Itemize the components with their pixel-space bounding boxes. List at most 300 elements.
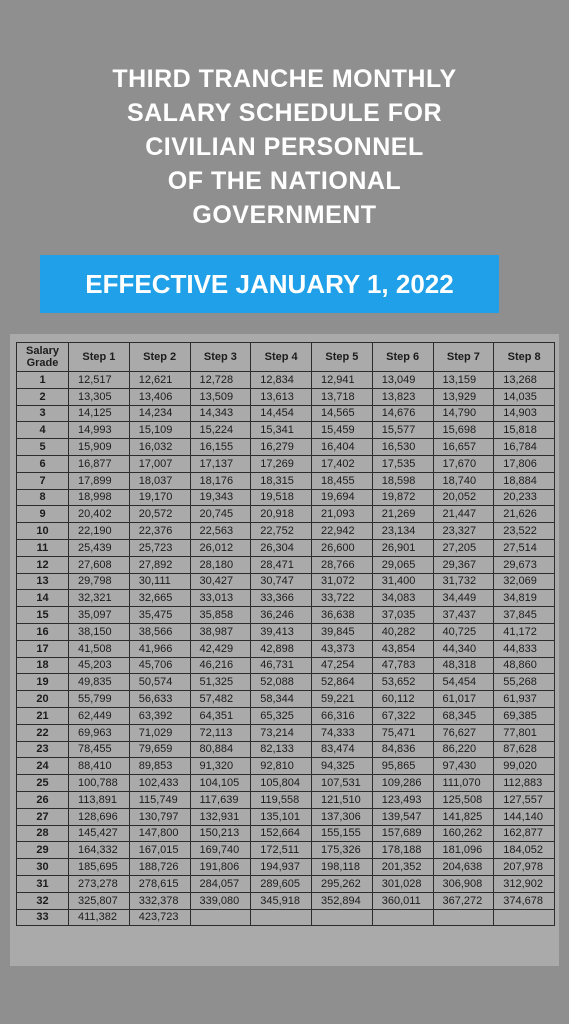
salary-step-cell: 37,845 (494, 607, 555, 624)
salary-step-cell: 56,633 (129, 691, 190, 708)
salary-step-cell: 87,628 (494, 741, 555, 758)
salary-step-cell: 160,262 (433, 825, 494, 842)
salary-step-cell: 145,427 (69, 825, 130, 842)
table-row (17, 623, 555, 640)
table-row (17, 539, 555, 556)
salary-step-cell: 40,725 (433, 623, 494, 640)
salary-step-cell: 46,216 (190, 657, 251, 674)
salary-step-cell: 39,845 (312, 623, 373, 640)
salary-step-cell: 141,825 (433, 808, 494, 825)
salary-step-cell: 130,797 (129, 808, 190, 825)
salary-step-cell: 107,531 (312, 775, 373, 792)
table-row (17, 674, 555, 691)
salary-step-cell: 132,931 (190, 808, 251, 825)
salary-step-cell: 26,600 (312, 539, 373, 556)
salary-step-cell: 41,172 (494, 623, 555, 640)
salary-step-cell: 50,574 (129, 674, 190, 691)
salary-step-cell: 25,723 (129, 539, 190, 556)
salary-step-cell: 29,367 (433, 556, 494, 573)
salary-step-cell: 14,125 (69, 405, 130, 422)
salary-step-cell: 12,517 (69, 372, 130, 389)
salary-step-cell (494, 909, 555, 926)
salary-step-cell: 22,190 (69, 523, 130, 540)
salary-step-cell: 15,909 (69, 439, 130, 456)
column-header-step-1: Step 1 (69, 343, 130, 372)
salary-grade-cell: 3 (17, 405, 69, 422)
salary-step-cell: 13,509 (190, 388, 251, 405)
salary-step-cell: 53,652 (372, 674, 433, 691)
salary-step-cell: 63,392 (129, 707, 190, 724)
salary-grade-cell: 2 (17, 388, 69, 405)
salary-step-cell: 13,718 (312, 388, 373, 405)
salary-step-cell: 69,963 (69, 724, 130, 741)
salary-step-cell: 51,325 (190, 674, 251, 691)
table-row (17, 825, 555, 842)
salary-step-cell (372, 909, 433, 926)
salary-step-cell: 12,621 (129, 372, 190, 389)
table-body (17, 372, 555, 926)
table-row (17, 724, 555, 741)
column-header-step-2: Step 2 (129, 343, 190, 372)
salary-step-cell: 325,807 (69, 892, 130, 909)
salary-schedule-table (16, 342, 555, 926)
salary-step-cell: 43,854 (372, 640, 433, 657)
salary-step-cell: 175,326 (312, 842, 373, 859)
salary-step-cell: 135,101 (251, 808, 312, 825)
salary-step-cell: 71,029 (129, 724, 190, 741)
table-row (17, 573, 555, 590)
column-header-step-3: Step 3 (190, 343, 251, 372)
salary-step-cell: 104,105 (190, 775, 251, 792)
salary-step-cell: 411,382 (69, 909, 130, 926)
salary-step-cell: 15,577 (372, 422, 433, 439)
salary-grade-cell: 31 (17, 875, 69, 892)
salary-step-cell: 28,766 (312, 556, 373, 573)
salary-step-cell: 79,659 (129, 741, 190, 758)
table-row (17, 590, 555, 607)
salary-step-cell: 42,898 (251, 640, 312, 657)
salary-step-cell: 35,097 (69, 607, 130, 624)
salary-step-cell: 14,343 (190, 405, 251, 422)
salary-grade-cell: 10 (17, 523, 69, 540)
salary-step-cell: 339,080 (190, 892, 251, 909)
column-header-step-5: Step 5 (312, 343, 373, 372)
salary-step-cell: 13,823 (372, 388, 433, 405)
salary-step-cell: 73,214 (251, 724, 312, 741)
table-header-row (17, 343, 555, 372)
salary-step-cell: 14,565 (312, 405, 373, 422)
salary-step-cell: 19,694 (312, 489, 373, 506)
salary-step-cell: 45,203 (69, 657, 130, 674)
salary-grade-cell: 9 (17, 506, 69, 523)
table-row (17, 707, 555, 724)
salary-grade-cell: 28 (17, 825, 69, 842)
salary-step-cell: 23,327 (433, 523, 494, 540)
salary-step-cell: 67,322 (372, 707, 433, 724)
salary-step-cell: 17,670 (433, 455, 494, 472)
salary-step-cell: 198,118 (312, 859, 373, 876)
salary-step-cell: 13,406 (129, 388, 190, 405)
salary-step-cell: 127,557 (494, 791, 555, 808)
salary-step-cell: 82,133 (251, 741, 312, 758)
salary-step-cell: 295,262 (312, 875, 373, 892)
salary-step-cell: 26,012 (190, 539, 251, 556)
salary-step-cell: 12,941 (312, 372, 373, 389)
salary-step-cell: 31,072 (312, 573, 373, 590)
salary-step-cell: 92,810 (251, 758, 312, 775)
salary-grade-cell: 24 (17, 758, 69, 775)
salary-grade-cell: 17 (17, 640, 69, 657)
salary-step-cell: 22,376 (129, 523, 190, 540)
salary-step-cell: 194,937 (251, 859, 312, 876)
salary-step-cell: 181,096 (433, 842, 494, 859)
salary-step-cell: 42,429 (190, 640, 251, 657)
salary-step-cell: 19,518 (251, 489, 312, 506)
salary-step-cell: 123,493 (372, 791, 433, 808)
salary-step-cell: 167,015 (129, 842, 190, 859)
salary-step-cell: 157,689 (372, 825, 433, 842)
salary-step-cell: 21,269 (372, 506, 433, 523)
salary-step-cell: 115,749 (129, 791, 190, 808)
salary-step-cell: 345,918 (251, 892, 312, 909)
salary-step-cell: 17,899 (69, 472, 130, 489)
salary-grade-cell: 4 (17, 422, 69, 439)
salary-grade-cell: 15 (17, 607, 69, 624)
table-row (17, 741, 555, 758)
table-row (17, 455, 555, 472)
salary-step-cell: 17,535 (372, 455, 433, 472)
salary-step-cell: 57,482 (190, 691, 251, 708)
salary-step-cell (251, 909, 312, 926)
salary-step-cell: 15,224 (190, 422, 251, 439)
salary-step-cell: 20,233 (494, 489, 555, 506)
salary-step-cell: 152,664 (251, 825, 312, 842)
salary-grade-cell: 33 (17, 909, 69, 926)
salary-step-cell: 34,819 (494, 590, 555, 607)
salary-step-cell: 20,745 (190, 506, 251, 523)
salary-step-cell: 185,695 (69, 859, 130, 876)
salary-step-cell: 26,304 (251, 539, 312, 556)
salary-step-cell: 25,439 (69, 539, 130, 556)
salary-step-cell: 38,150 (69, 623, 130, 640)
column-header-step-4: Step 4 (251, 343, 312, 372)
table-row (17, 775, 555, 792)
table-row (17, 875, 555, 892)
column-header-step-7: Step 7 (433, 343, 494, 372)
salary-step-cell: 19,872 (372, 489, 433, 506)
salary-step-cell: 55,268 (494, 674, 555, 691)
salary-step-cell: 20,918 (251, 506, 312, 523)
salary-step-cell: 30,111 (129, 573, 190, 590)
salary-step-cell: 284,057 (190, 875, 251, 892)
salary-grade-cell: 1 (17, 372, 69, 389)
salary-step-cell: 49,835 (69, 674, 130, 691)
salary-step-cell: 47,254 (312, 657, 373, 674)
salary-step-cell: 20,572 (129, 506, 190, 523)
salary-step-cell: 204,638 (433, 859, 494, 876)
salary-step-cell: 91,320 (190, 758, 251, 775)
title-line: THIRD TRANCHE MONTHLY (112, 65, 457, 93)
salary-step-cell: 16,877 (69, 455, 130, 472)
salary-step-cell: 301,028 (372, 875, 433, 892)
salary-step-cell: 41,966 (129, 640, 190, 657)
salary-step-cell: 22,563 (190, 523, 251, 540)
salary-step-cell: 117,639 (190, 791, 251, 808)
salary-step-cell: 121,510 (312, 791, 373, 808)
salary-step-cell: 15,698 (433, 422, 494, 439)
salary-step-cell: 58,344 (251, 691, 312, 708)
table-row (17, 691, 555, 708)
salary-step-cell: 22,942 (312, 523, 373, 540)
salary-step-cell: 16,279 (251, 439, 312, 456)
table-row (17, 842, 555, 859)
salary-step-cell: 155,155 (312, 825, 373, 842)
salary-step-cell: 54,454 (433, 674, 494, 691)
table-row (17, 758, 555, 775)
salary-step-cell: 40,282 (372, 623, 433, 640)
salary-grade-cell: 7 (17, 472, 69, 489)
salary-grade-cell: 19 (17, 674, 69, 691)
salary-step-cell: 162,877 (494, 825, 555, 842)
salary-step-cell: 14,676 (372, 405, 433, 422)
salary-step-cell: 16,784 (494, 439, 555, 456)
salary-step-cell: 37,035 (372, 607, 433, 624)
salary-step-cell: 19,170 (129, 489, 190, 506)
salary-schedule-document (10, 334, 559, 966)
salary-step-cell: 84,836 (372, 741, 433, 758)
salary-step-cell: 44,340 (433, 640, 494, 657)
salary-step-cell: 164,332 (69, 842, 130, 859)
salary-step-cell: 35,475 (129, 607, 190, 624)
salary-step-cell: 29,798 (69, 573, 130, 590)
salary-grade-cell: 12 (17, 556, 69, 573)
salary-step-cell: 30,747 (251, 573, 312, 590)
salary-step-cell: 31,732 (433, 573, 494, 590)
salary-step-cell: 88,410 (69, 758, 130, 775)
salary-step-cell: 28,180 (190, 556, 251, 573)
salary-step-cell: 30,427 (190, 573, 251, 590)
salary-step-cell: 21,447 (433, 506, 494, 523)
salary-step-cell: 29,673 (494, 556, 555, 573)
table-row (17, 422, 555, 439)
salary-grade-cell: 14 (17, 590, 69, 607)
salary-step-cell: 18,455 (312, 472, 373, 489)
salary-grade-cell: 8 (17, 489, 69, 506)
salary-step-cell: 62,449 (69, 707, 130, 724)
salary-step-cell: 128,696 (69, 808, 130, 825)
salary-step-cell: 27,892 (129, 556, 190, 573)
salary-step-cell: 86,220 (433, 741, 494, 758)
salary-step-cell: 44,833 (494, 640, 555, 657)
salary-step-cell: 13,929 (433, 388, 494, 405)
salary-step-cell: 423,723 (129, 909, 190, 926)
salary-step-cell: 16,032 (129, 439, 190, 456)
salary-step-cell: 14,903 (494, 405, 555, 422)
column-header-salary-grade: Salary Grade (17, 343, 69, 372)
salary-step-cell: 26,901 (372, 539, 433, 556)
salary-step-cell: 147,800 (129, 825, 190, 842)
title-line: CIVILIAN PERSONNEL (145, 133, 424, 161)
salary-step-cell: 38,566 (129, 623, 190, 640)
salary-step-cell: 18,315 (251, 472, 312, 489)
salary-step-cell: 16,530 (372, 439, 433, 456)
salary-step-cell: 17,137 (190, 455, 251, 472)
salary-step-cell: 94,325 (312, 758, 373, 775)
salary-grade-cell: 13 (17, 573, 69, 590)
salary-step-cell: 55,799 (69, 691, 130, 708)
salary-step-cell: 178,188 (372, 842, 433, 859)
salary-step-cell: 13,159 (433, 372, 494, 389)
salary-step-cell: 64,351 (190, 707, 251, 724)
table-row (17, 523, 555, 540)
salary-step-cell: 36,246 (251, 607, 312, 624)
salary-step-cell: 13,613 (251, 388, 312, 405)
salary-step-cell: 207,978 (494, 859, 555, 876)
table-row (17, 607, 555, 624)
salary-grade-cell: 21 (17, 707, 69, 724)
salary-step-cell: 60,112 (372, 691, 433, 708)
salary-grade-cell: 32 (17, 892, 69, 909)
salary-step-cell: 52,088 (251, 674, 312, 691)
salary-step-cell: 13,049 (372, 372, 433, 389)
title-line: GOVERNMENT (192, 201, 377, 229)
salary-grade-cell: 22 (17, 724, 69, 741)
salary-step-cell: 34,449 (433, 590, 494, 607)
salary-step-cell: 76,627 (433, 724, 494, 741)
salary-step-cell: 18,998 (69, 489, 130, 506)
table-row (17, 640, 555, 657)
salary-step-cell: 312,902 (494, 875, 555, 892)
salary-step-cell: 99,020 (494, 758, 555, 775)
salary-step-cell: 52,864 (312, 674, 373, 691)
salary-step-cell: 83,474 (312, 741, 373, 758)
salary-step-cell: 14,454 (251, 405, 312, 422)
table-row (17, 405, 555, 422)
salary-step-cell: 95,865 (372, 758, 433, 775)
salary-step-cell: 172,511 (251, 842, 312, 859)
salary-step-cell: 38,987 (190, 623, 251, 640)
salary-step-cell: 102,433 (129, 775, 190, 792)
salary-step-cell: 77,801 (494, 724, 555, 741)
salary-step-cell: 48,860 (494, 657, 555, 674)
salary-step-cell: 100,788 (69, 775, 130, 792)
salary-step-cell: 47,783 (372, 657, 433, 674)
salary-step-cell: 201,352 (372, 859, 433, 876)
column-header-step-6: Step 6 (372, 343, 433, 372)
salary-step-cell: 61,017 (433, 691, 494, 708)
salary-step-cell: 37,437 (433, 607, 494, 624)
salary-step-cell: 191,806 (190, 859, 251, 876)
salary-step-cell: 36,638 (312, 607, 373, 624)
salary-step-cell: 306,908 (433, 875, 494, 892)
salary-step-cell (190, 909, 251, 926)
salary-step-cell: 65,325 (251, 707, 312, 724)
salary-step-cell: 144,140 (494, 808, 555, 825)
salary-grade-cell: 25 (17, 775, 69, 792)
salary-step-cell: 18,598 (372, 472, 433, 489)
salary-step-cell: 17,007 (129, 455, 190, 472)
salary-step-cell: 14,790 (433, 405, 494, 422)
salary-grade-cell: 18 (17, 657, 69, 674)
salary-step-cell: 139,547 (372, 808, 433, 825)
table-row (17, 439, 555, 456)
table-row (17, 791, 555, 808)
salary-step-cell: 289,605 (251, 875, 312, 892)
salary-step-cell: 17,806 (494, 455, 555, 472)
salary-step-cell: 32,069 (494, 573, 555, 590)
salary-step-cell: 374,678 (494, 892, 555, 909)
page-title (0, 62, 569, 232)
salary-step-cell: 184,052 (494, 842, 555, 859)
salary-step-cell: 14,234 (129, 405, 190, 422)
salary-grade-cell: 27 (17, 808, 69, 825)
salary-step-cell: 111,070 (433, 775, 494, 792)
salary-step-cell: 17,402 (312, 455, 373, 472)
salary-grade-cell: 26 (17, 791, 69, 808)
salary-step-cell: 27,608 (69, 556, 130, 573)
salary-step-cell: 188,726 (129, 859, 190, 876)
salary-step-cell: 360,011 (372, 892, 433, 909)
salary-step-cell: 14,035 (494, 388, 555, 405)
salary-step-cell: 23,522 (494, 523, 555, 540)
salary-step-cell: 33,366 (251, 590, 312, 607)
salary-step-cell: 27,514 (494, 539, 555, 556)
salary-grade-cell: 5 (17, 439, 69, 456)
salary-step-cell: 14,993 (69, 422, 130, 439)
salary-step-cell: 74,333 (312, 724, 373, 741)
salary-step-cell: 31,400 (372, 573, 433, 590)
salary-step-cell: 13,305 (69, 388, 130, 405)
salary-step-cell: 112,883 (494, 775, 555, 792)
salary-step-cell: 22,752 (251, 523, 312, 540)
table-row (17, 657, 555, 674)
salary-step-cell: 23,134 (372, 523, 433, 540)
salary-step-cell: 16,404 (312, 439, 373, 456)
table-row (17, 472, 555, 489)
salary-grade-cell: 16 (17, 623, 69, 640)
salary-step-cell: 29,065 (372, 556, 433, 573)
salary-grade-cell: 23 (17, 741, 69, 758)
salary-step-cell: 34,083 (372, 590, 433, 607)
salary-step-cell: 46,731 (251, 657, 312, 674)
salary-step-cell: 17,269 (251, 455, 312, 472)
salary-step-cell: 59,221 (312, 691, 373, 708)
salary-step-cell: 119,558 (251, 791, 312, 808)
salary-step-cell: 278,615 (129, 875, 190, 892)
salary-step-cell: 12,834 (251, 372, 312, 389)
salary-step-cell: 27,205 (433, 539, 494, 556)
salary-step-cell: 33,013 (190, 590, 251, 607)
table-row (17, 388, 555, 405)
salary-step-cell: 18,176 (190, 472, 251, 489)
salary-step-cell: 35,858 (190, 607, 251, 624)
salary-step-cell: 109,286 (372, 775, 433, 792)
table-row (17, 506, 555, 523)
salary-grade-cell: 29 (17, 842, 69, 859)
table-row (17, 808, 555, 825)
salary-step-cell: 72,113 (190, 724, 251, 741)
salary-step-cell: 75,471 (372, 724, 433, 741)
salary-step-cell: 97,430 (433, 758, 494, 775)
salary-step-cell: 352,894 (312, 892, 373, 909)
salary-step-cell: 19,343 (190, 489, 251, 506)
table-row (17, 489, 555, 506)
salary-step-cell: 78,455 (69, 741, 130, 758)
table-row (17, 892, 555, 909)
salary-step-cell: 32,665 (129, 590, 190, 607)
salary-step-cell: 89,853 (129, 758, 190, 775)
salary-step-cell: 125,508 (433, 791, 494, 808)
